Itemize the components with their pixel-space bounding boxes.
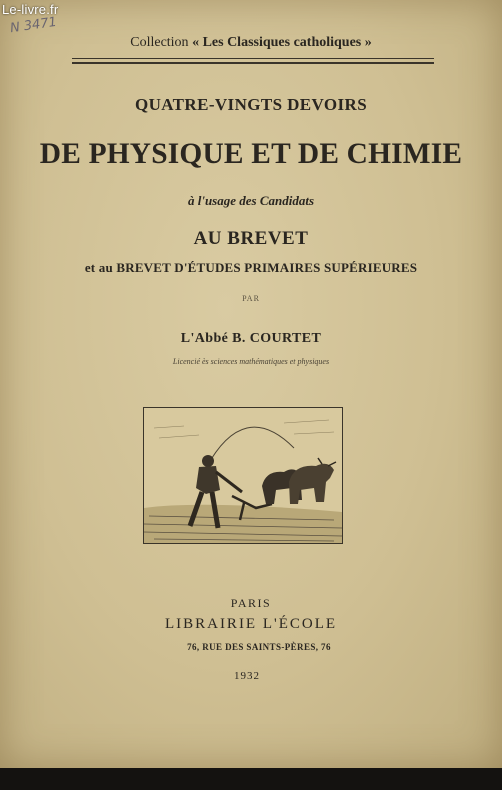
series-line xyxy=(0,35,502,51)
publisher: LIBRAIRIE L'ÉCOLE xyxy=(164,616,338,632)
publisher-address: 76, RUE DES SAINTS-PÈRES, 76 xyxy=(187,642,331,652)
subtitle: QUATRE-VINGTS DEVOIRS xyxy=(134,95,368,114)
publication-year: 1932 xyxy=(234,670,260,682)
series-name: « Les Classiques catholiques » xyxy=(192,35,372,50)
city: PARIS xyxy=(230,596,272,610)
page-title: DE PHYSIQUE ET DE CHIMIE xyxy=(39,137,463,170)
author-name: L'Abbé B. COURTET xyxy=(180,331,322,346)
ploughman-with-oxen-image xyxy=(144,408,342,543)
watermark: Le-livre.fr xyxy=(2,2,59,17)
author-credentials: Licencié ès sciences mathématiques et physiques xyxy=(172,357,330,366)
background-edge xyxy=(0,768,502,790)
series-prefix: Collection xyxy=(130,35,189,50)
divider xyxy=(72,62,434,64)
exam-title: AU BREVET xyxy=(193,228,309,249)
handwritten-note: N 3471 xyxy=(9,14,58,37)
ploughman-illustration xyxy=(143,407,343,544)
exam-secondary: et au BREVET D'ÉTUDES PRIMAIRES SUPÉRIEURES xyxy=(84,260,418,275)
divider xyxy=(72,58,434,59)
usage-line: à l'usage des Candidats xyxy=(187,193,315,208)
by-label: PAR xyxy=(242,294,260,303)
